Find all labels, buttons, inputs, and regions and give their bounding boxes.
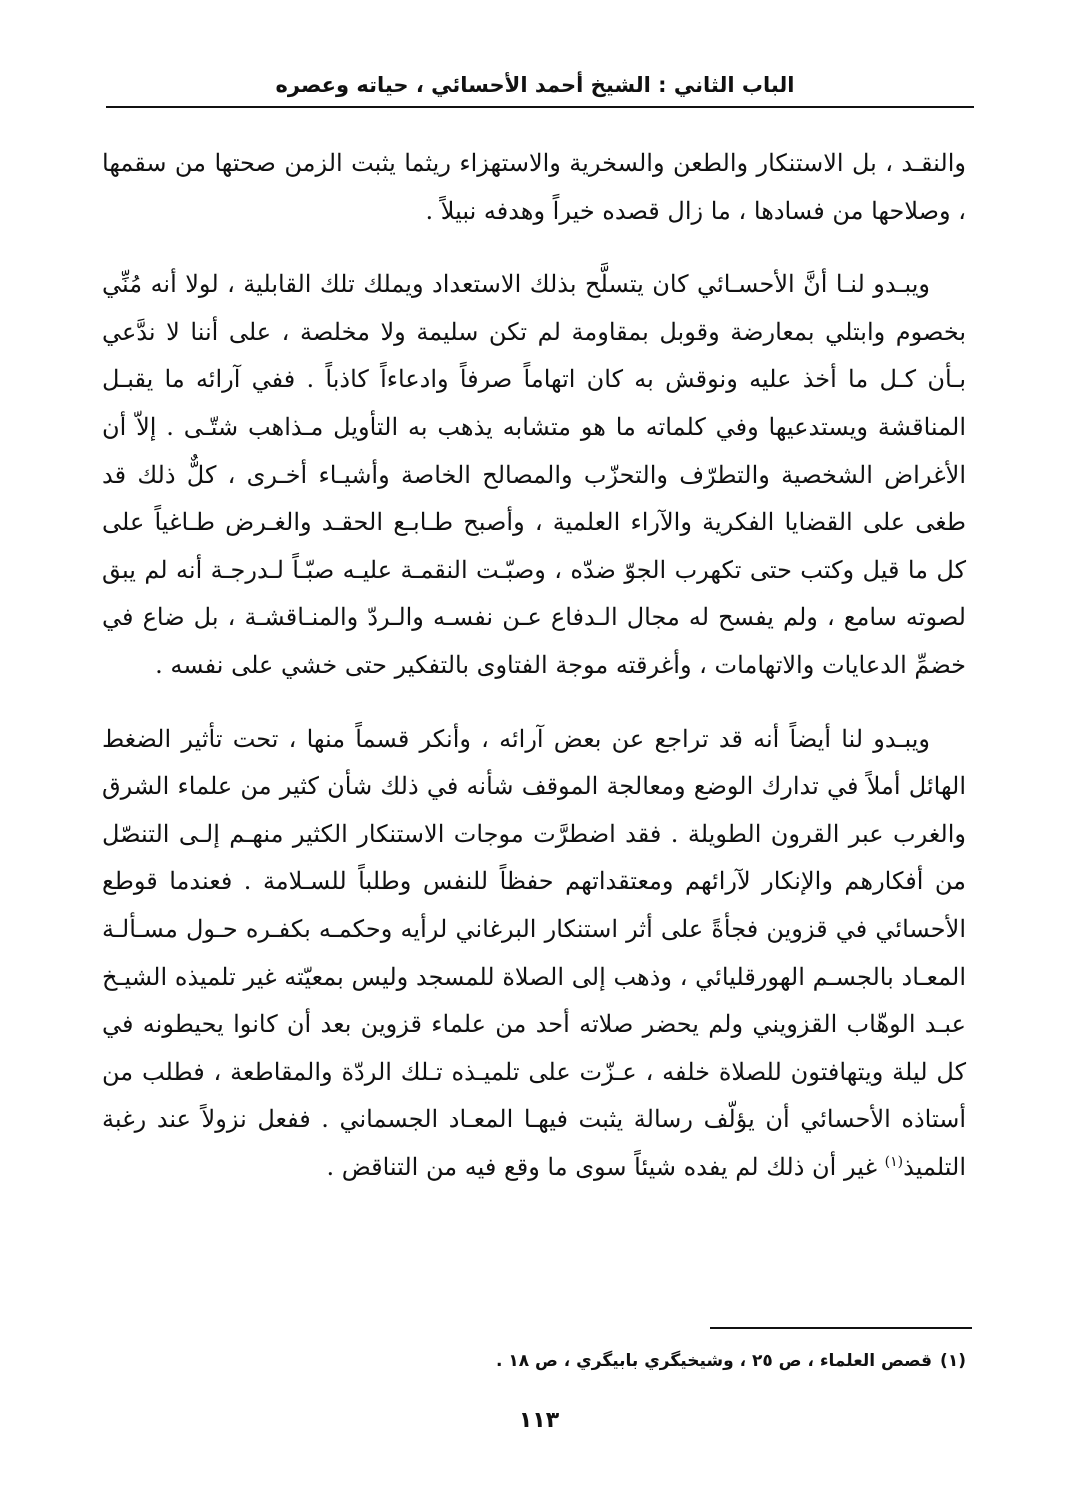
paragraph-3-text: ويبـدو لنا أيضاً أنه قد تراجع عن بعض آرائه ، وأنكر قسماً منها ، تحت تأثير الضغط الهائل أملاً في تدارك الوضع ومعالجة الموقف شأنه في ذلك شأن كثير من علماء الشرق والغرب عبر القرون الطويلة . فقد اضطرَّت موجات الاستنكار الكثير منهـم إلـى التنصّل من أفكارهم والإنكار لآرائهم ومعتقداتهم حفظاً للنفس وطلباً للسـلامة . فعندما قوطع الأحسائي في قزوين فجأةً على أثر استنكار البرغاني لرأيه وحكمـه بكفـره حـول مسـألـة المعـاد بالجسـم الهورقليائي ، وذهب إلى الصلاة للمسجد وليس بمعيّته غير تلميذه الشيـخ عبـد الوهّاب القزويني ولم يحضر صلاته أحد من علماء قزوين بعد أن كانوا يحيطونه في كل ليلة ويتهافتون للصلاة خلفه ، عـزّت على تلميـذه تـلك الردّة والمقاطعة ، فطلب من أستاذه الأحسائي أن يؤلّف رسالة يثبت فيهـا المعـاد الجسماني . ففعل نزولاً عند رغبة التلميذ — [102, 724, 967, 1181]
footnote-reference[interactable]: (١) — [884, 1153, 904, 1170]
footnote-text: قصص العلماء ، ص ٢٥ ، وشيخيگري بابيگري ، ص ١٨ . — [495, 1351, 933, 1371]
paragraph-3 — [102, 716, 966, 1192]
header-divider — [106, 106, 974, 108]
paragraph-1: والنقـد ، بل الاستنكار والطعن والسخرية والاستهزاء ريثما يثبت الزمن صحتها من سقمها ، وصلاحها من فسادها ، ما زال قصده خيراً وهدفه نبيلاً . — [102, 149, 966, 225]
paragraph-2: ويبـدو لنـا أنَّ الأحسـائي كان يتسلَّح بذلك الاستعداد ويملك تلك القابلية ، لولا أنه مُنِّي بخصوم وابتلي بمعارضة وقوبل بمقاومة لم تكن سليمة ولا مخلصة ، على أننا لا ندَّعي بـأن كـل ما أخذ عليه ونوقش به كان اتهاماً صرفاً وادعاءاً كاذباً . ففي آرائه ما يقبـل المناقشة ويستدعيها وفي كلماته ما هو متشابه يذهب به التأويل مـذاهب شتّـى . إلاّ أن الأغراض الشخصية والتطرّف والتحزّب والمصالح الخاصة وأشيـاء أخـرى ، كلٌّ ذلك قد طغى على القضايا الفكرية والآراء العلمية ، وأصبح طـابـع الحقـد والغـرض طـاغياً على كل ما قيل وكتب حتى تكهرب الجوّ ضدّه ، وصبّـت النقمـة عليـه صبّـاً لـدرجـة أنه لم يبق لصوته سامع ، ولم يفسح له مجال الـدفاع عـن نفسـه والـردّ والمنـاقشـة ، بل ضاع في خضمِّ الدعايات والاتهامات ، وأغرقته موجة الفتاوى بالتفكير حتى خشي على نفسه . — [102, 270, 966, 679]
footnote-number: (١) — [940, 1351, 966, 1371]
paragraph-3-text-end: غير أن ذلك لم يفده شيئاً سوى ما وقع فيه من التناقض . — [326, 1152, 885, 1181]
footnote — [106, 1348, 966, 1374]
page-number: ١١٣ — [518, 1408, 560, 1433]
footnote-divider — [710, 1327, 972, 1329]
running-header: الباب الثاني : الشيخ أحمد الأحسائي ، حياته وعصره — [275, 73, 795, 97]
body-text — [102, 140, 966, 1191]
